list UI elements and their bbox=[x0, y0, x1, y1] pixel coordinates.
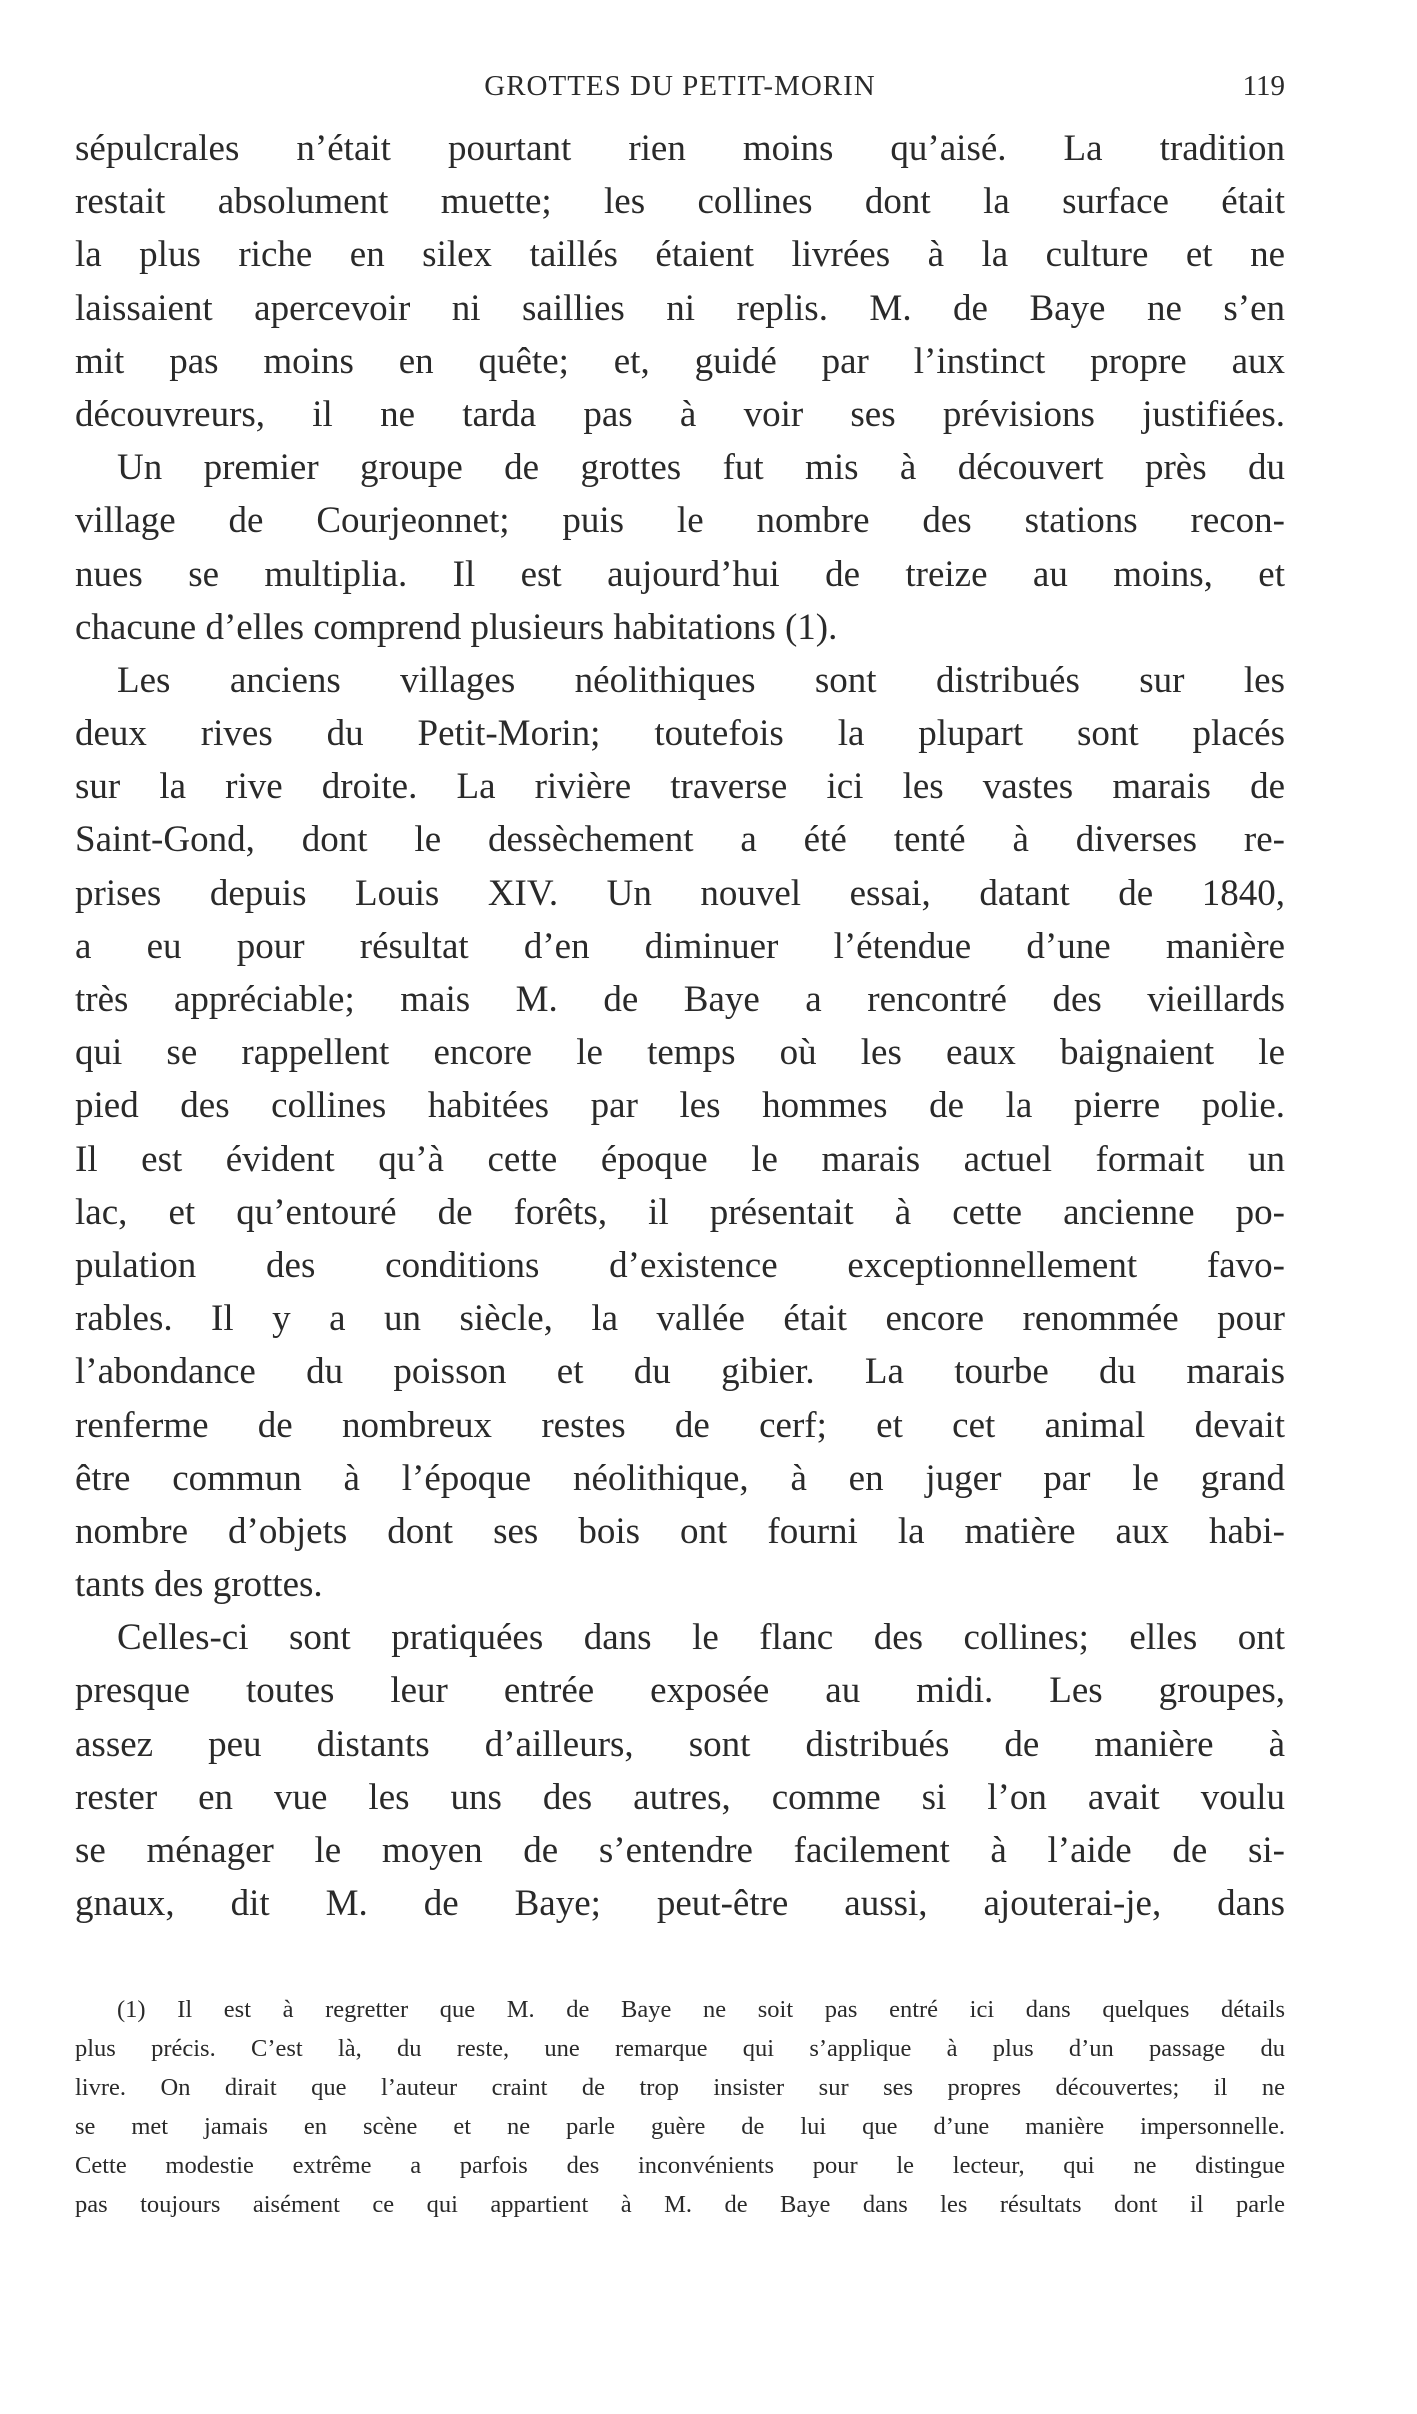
text-line: Saint-Gond, dont le dessèchement a été tenté à diverses re- bbox=[75, 819, 1285, 861]
text-line: mit pas moins en quête; et, guidé par l’instinct propre aux bbox=[75, 340, 1285, 382]
text-line: pulation des conditions d’existence exceptionnellement favo- bbox=[75, 1244, 1285, 1286]
text-line: presque toutes leur entrée exposée au midi. Les groupes, bbox=[75, 1670, 1285, 1712]
footnote-line: se met jamais en scène et ne parle guère de lui que d’une manière impersonnelle. bbox=[75, 2113, 1285, 2140]
text-line: découvreurs, il ne tarda pas à voir ses prévisions justifiées. bbox=[75, 393, 1285, 435]
text-line: sépulcrales n’était pourtant rien moins qu’aisé. La tradition bbox=[75, 128, 1285, 169]
text-line: se ménager le moyen de s’entendre facilement à l’aide de si- bbox=[75, 1830, 1285, 1871]
footnote-line: pas toujours aisément ce qui appartient à M. de Baye dans les résultats dont il parle bbox=[75, 2191, 1285, 2218]
page-number: 119 bbox=[1242, 70, 1285, 102]
text-line: village de Courjeonnet; puis le nombre des stations recon- bbox=[75, 500, 1285, 542]
footnotes bbox=[75, 1990, 1285, 2224]
text-line: a eu pour résultat d’en diminuer l’étendue d’une manière bbox=[75, 925, 1285, 967]
footnote-line: plus précis. C’est là, du reste, une remarque qui s’applique à plus d’un passage du bbox=[75, 2035, 1285, 2062]
text-line: lac, et qu’entouré de forêts, il présentait à cette ancienne po- bbox=[75, 1191, 1285, 1233]
text-line: renferme de nombreux restes de cerf; et cet animal devait bbox=[75, 1404, 1285, 1446]
text-line: l’abondance du poisson et du gibier. La tourbe du marais bbox=[75, 1351, 1285, 1393]
text-line: chacune d’elles comprend plusieurs habitations (1). bbox=[75, 606, 838, 648]
text-line: très appréciable; mais M. de Baye a rencontré des vieillards bbox=[75, 979, 1285, 1020]
text-line: qui se rappellent encore le temps où les eaux baignaient le bbox=[75, 1032, 1285, 1074]
text-line: être commun à l’époque néolithique, à en juger par le grand bbox=[75, 1457, 1285, 1499]
text-line: nombre d’objets dont ses bois ont fourni la matière aux habi- bbox=[75, 1510, 1285, 1552]
text-line: prises depuis Louis XIV. Un nouvel essai, datant de 1840, bbox=[75, 872, 1285, 914]
running-head bbox=[75, 70, 1285, 110]
text-line: Un premier groupe de grottes fut mis à découvert près du bbox=[117, 447, 1285, 489]
text-line: restait absolument muette; les collines dont la surface était bbox=[75, 181, 1285, 223]
text-line: Les anciens villages néolithiques sont distribués sur les bbox=[117, 659, 1285, 701]
running-title: GROTTES DU PETIT-MORIN bbox=[484, 70, 876, 102]
text-line: la plus riche en silex taillés étaient livrées à la culture et ne bbox=[75, 234, 1285, 276]
text-line: pied des collines habitées par les hommes de la pierre polie. bbox=[75, 1085, 1285, 1127]
text-line: rester en vue les uns des autres, comme si l’on avait voulu bbox=[75, 1776, 1285, 1818]
text-line: nues se multiplia. Il est aujourd’hui de treize au moins, et bbox=[75, 553, 1285, 595]
footnote-line: (1) Il est à regretter que M. de Baye ne soit pas entré ici dans quelques détails bbox=[117, 1996, 1285, 2023]
text-line: assez peu distants d’ailleurs, sont distribués de manière à bbox=[75, 1723, 1285, 1765]
text-line: deux rives du Petit-Morin; toutefois la plupart sont placés bbox=[75, 713, 1285, 755]
text-line: laissaient apercevoir ni saillies ni replis. M. de Baye ne s’en bbox=[75, 287, 1285, 329]
footnote-line: Cette modestie extrême a parfois des inconvénients pour le lecteur, qui ne distingue bbox=[75, 2152, 1285, 2179]
text-line: Celles-ci sont pratiquées dans le flanc des collines; elles ont bbox=[117, 1617, 1285, 1659]
text-line: gnaux, dit M. de Baye; peut-être aussi, ajouterai-je, dans bbox=[75, 1883, 1285, 1925]
text-line: rables. Il y a un siècle, la vallée était encore renommée pour bbox=[75, 1298, 1285, 1340]
body-text bbox=[75, 122, 1285, 1930]
text-line: Il est évident qu’à cette époque le marais actuel formait un bbox=[75, 1138, 1285, 1180]
text-line: sur la rive droite. La rivière traverse ici les vastes marais de bbox=[75, 766, 1285, 808]
text-line: tants des grottes. bbox=[75, 1564, 323, 1606]
footnote-line: livre. On dirait que l’auteur craint de trop insister sur ses propres découvertes; il ne bbox=[75, 2074, 1285, 2101]
